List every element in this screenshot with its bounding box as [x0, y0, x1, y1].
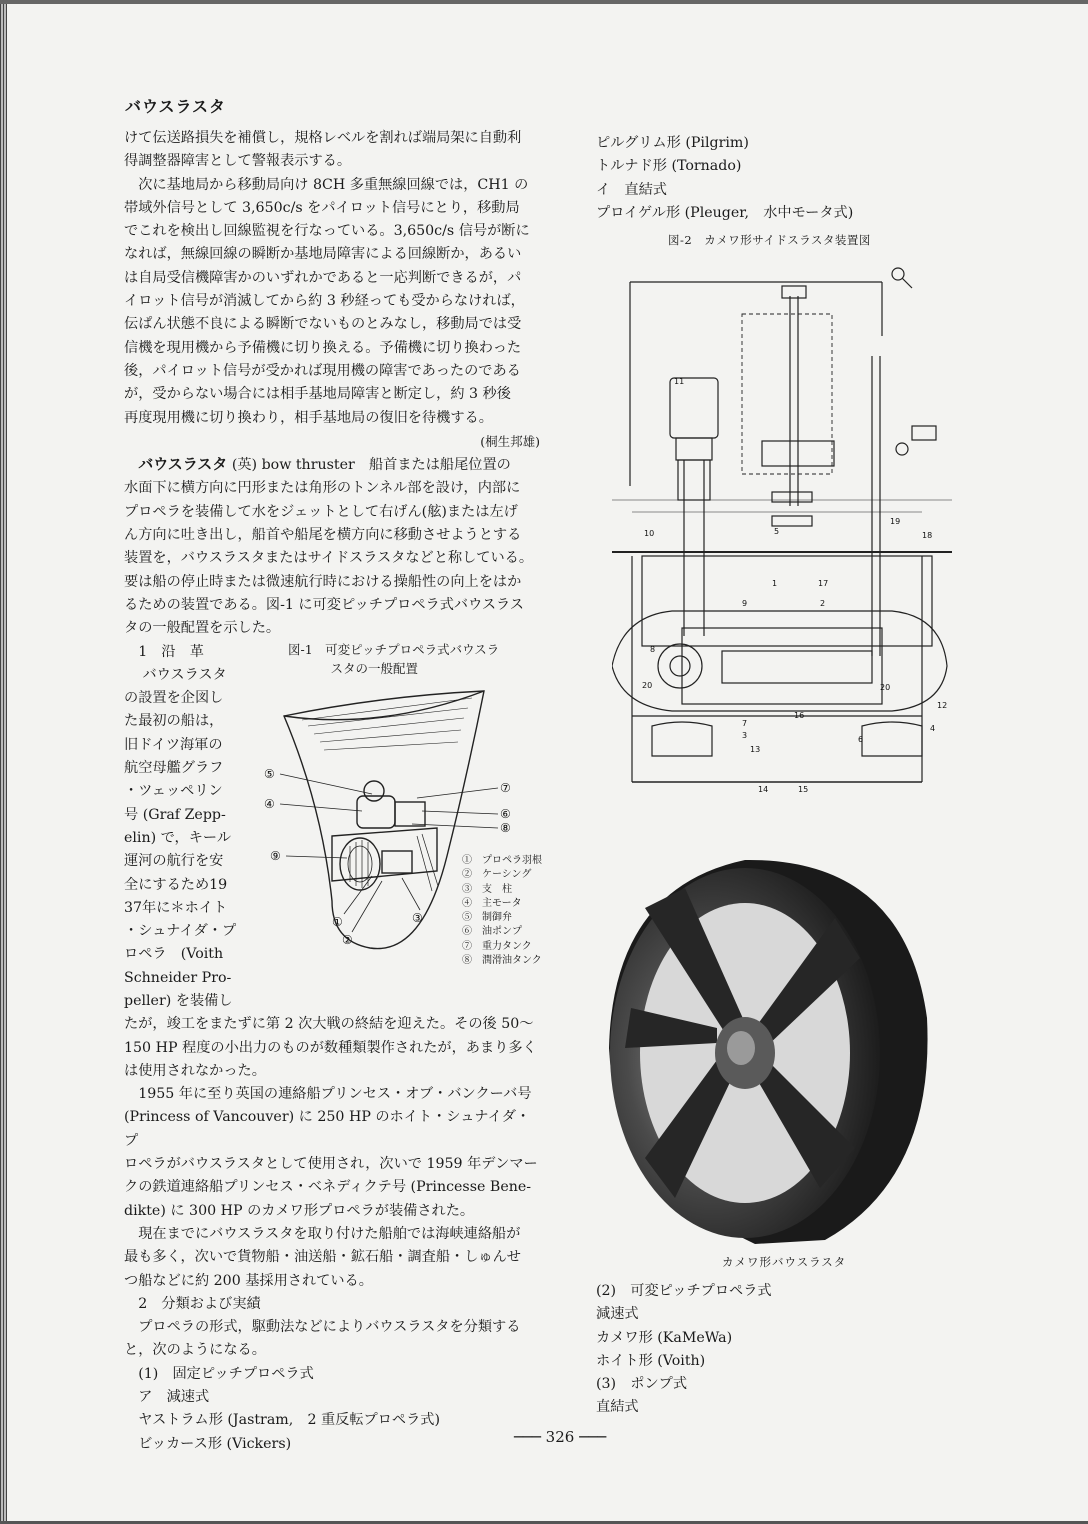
list-item: トルナド形 (Tornado): [596, 158, 742, 175]
text-line: バウスラスタ: [142, 666, 227, 683]
text-line: 信機を現用機から予備機に切り換える。予備機に切り換わった: [124, 339, 522, 356]
text-line: 得調整器障害として警報表示する。: [124, 153, 352, 170]
text-line: 帯域外信号として 3,650c/s をパイロット信号にとり，移動局: [124, 199, 520, 216]
text-line: 号 (Graf Zepp-: [124, 806, 226, 823]
legend-item: ③ 支 柱: [462, 883, 512, 895]
figure-2-drawing: [612, 256, 952, 796]
text-line: dikte) に 300 HP のカメワ形プロペラが装備された。: [124, 1202, 475, 1219]
entry-first-line: (英) bow thruster 船首または船尾位置の: [231, 457, 511, 474]
text-line: プロペラを装備して水をジェットとして右げん(舷)または左げ: [124, 503, 518, 520]
callout-7: ⑦: [500, 781, 511, 795]
list-item: 減速式: [596, 1306, 639, 1323]
section-1-heading: 1 沿 革: [138, 643, 204, 660]
legend-item: ② ケーシング: [462, 869, 532, 881]
scan-binding-edge: [0, 0, 7, 1524]
part-14: 14: [758, 785, 769, 794]
list-item: ビッカース形 (Vickers): [138, 1435, 292, 1452]
photo-caption: カメワ形バウスラスタ: [722, 1255, 847, 1269]
text-line: ロペラがバウスラスタとして使用され，次いで 1959 年デンマー: [124, 1156, 538, 1173]
text-line: 全にするため19: [124, 876, 228, 893]
list-item: ア 減速式: [138, 1389, 210, 1406]
figure-2-caption: 図-2 カメワ形サイドスラスタ装置図: [668, 233, 871, 247]
callout-4: ④: [264, 797, 275, 811]
legend-item: ⑤ 制御弁: [462, 912, 512, 924]
legend-item: ⑧ 潤滑油タンク: [462, 955, 542, 967]
part-9: 9: [742, 599, 748, 608]
part-20-right: 20: [880, 683, 891, 692]
text-line: 最も多く，次いで貨物船・油送船・鉱石船・調査船・しゅんせ: [124, 1249, 521, 1266]
part-6: 6: [858, 735, 864, 744]
running-header: バウスラスタ: [125, 97, 227, 116]
text-line: 航空母艦グラフ: [124, 760, 224, 777]
text-line: 伝ぱん状態不良による瞬断でないものとみなし，移動局では受: [124, 316, 522, 333]
text-line: でこれを検出し回線監視を行なっている。3,650c/s 信号が断に: [124, 223, 530, 240]
list-item: プロイゲル形 (Pleuger, 水中モータ式): [596, 204, 854, 221]
text-line: ・ツェッペリン: [124, 783, 223, 800]
section-2-intro: [124, 1316, 540, 1363]
legend-item: ⑥ 油ポンプ: [462, 926, 522, 938]
para-continued: [124, 127, 540, 174]
list-item: 直結式: [596, 1399, 639, 1416]
section-2-heading: 2 分類および実績: [138, 1295, 261, 1312]
text-line: ・シュナイダ・プ: [124, 923, 237, 940]
text-line: 1955 年に至り英国の連絡船プリンセス・オブ・バンクーバ号: [138, 1086, 532, 1103]
part-4: 4: [930, 724, 936, 733]
section-1-wrapped-text: [124, 664, 266, 1013]
text-line: と，次のようになる。: [124, 1342, 266, 1359]
text-line: は自局受信機障害かのいずれかであると一応判断できるが，パ: [124, 269, 522, 286]
text-line: 要は船の停止時または微速航行時における操船性の向上をはか: [124, 573, 522, 590]
legend-item: ④ 主モータ: [462, 897, 522, 909]
entry-bow-thruster: [124, 453, 540, 640]
text-line: たが，竣工をまたずに第 2 次大戦の終結を迎えた。その後 50〜: [124, 1016, 534, 1033]
part-5: 5: [774, 527, 780, 536]
list-item: (2) 可変ピッチプロペラ式: [596, 1283, 772, 1299]
callout-2: ②: [342, 933, 353, 947]
para-current: [124, 1223, 540, 1293]
list-item: カメワ形 (KaMeWa): [596, 1329, 733, 1346]
text-line: プロペラの形式，駆動法などによりバウスラスタを分類する: [138, 1319, 521, 1336]
text-line: 37年に＊ホイト: [124, 899, 228, 916]
text-line: 現在までにバウスラスタを取り付けた船舶では海峡連絡船が: [138, 1225, 521, 1242]
legend-item: ⑦ 重力タンク: [462, 940, 532, 952]
part-18: 18: [922, 531, 933, 540]
part-15: 15: [798, 785, 809, 794]
text-line: 水面下に横方向に円形または角形のトンネル部を設け，内部に: [124, 480, 521, 497]
text-line: 運河の航行を安: [124, 853, 224, 870]
part-12: 12: [937, 701, 948, 710]
text-line: (Princess of Vancouver) に 250 HP のホイト・シュナイダ・プ: [124, 1109, 531, 1149]
right-column-bottom: [596, 1280, 896, 1420]
text-line: つ船などに約 200 基採用されている。: [124, 1272, 373, 1289]
text-line: るための装置である。図-1 に可変ピッチプロペラ式バウスラス: [124, 596, 524, 613]
part-2: 2: [820, 599, 826, 608]
list-item: ヤストラム形 (Jastram, 2 重反転プロペラ式): [138, 1412, 441, 1429]
author-signature: (桐生邦雄): [480, 433, 540, 449]
right-column-top: [596, 132, 896, 225]
callout-1: ①: [332, 915, 343, 929]
para-1955: [124, 1083, 540, 1223]
part-7: 7: [742, 719, 748, 728]
scan-top-edge: [0, 0, 1088, 4]
callout-6: ⑥: [500, 807, 511, 821]
part-16: 16: [794, 711, 805, 720]
kamewa-thruster-photo: [605, 848, 935, 1246]
text-line: elin) で，キール: [124, 829, 232, 846]
part-17: 17: [818, 579, 829, 588]
part-10: 10: [644, 529, 655, 538]
text-line: ロペラ (Voith: [124, 946, 224, 963]
callout-3: ③: [412, 911, 423, 925]
text-line: 旧ドイツ海軍の: [124, 736, 223, 753]
text-line: 150 HP 程度の小出力のものが数種類製作されたが，あまり多く: [124, 1039, 537, 1056]
figure-1-legend: [462, 854, 542, 968]
entry-term: バウスラスタ: [138, 455, 228, 474]
text-line: 再度現用機に切り換わり，相手基地局の復旧を待機する。: [124, 409, 493, 426]
list-item: (3) ポンプ式: [596, 1376, 688, 1393]
text-line: 後，パイロット信号が受かれば現用機の障害であったのである: [124, 362, 521, 379]
part-11: 11: [674, 377, 685, 386]
list-item: ピルグリム形 (Pilgrim): [596, 135, 749, 151]
list-item: ホイト形 (Voith): [596, 1352, 706, 1369]
text-line: クの鉄道連絡船プリンセス・ベネディクテ号 (Princesse Bene-: [124, 1179, 532, 1196]
list-item: (1) 固定ピッチプロペラ式: [138, 1365, 314, 1382]
text-line: イロット信号が消滅してから約 3 秒経っても受からなければ，: [124, 293, 525, 310]
part-19: 19: [890, 517, 901, 526]
part-1: 1: [772, 579, 778, 588]
part-8: 8: [650, 645, 656, 654]
text-line: なれば，無線回線の瞬断か基地局障害による回線断か，あるい: [124, 246, 522, 263]
text-line: peller) を装備し: [124, 992, 233, 1009]
text-line: の設置を企図し: [124, 690, 224, 707]
text-line: が，受からない場合には相手基地局障害と断定し，約 3 秒後: [124, 386, 511, 403]
text-line: タの一般配置を示した。: [124, 620, 281, 637]
page-number: ─── 326 ───: [513, 1428, 607, 1446]
part-20-left: 20: [642, 681, 653, 690]
callout-9: ⑨: [270, 849, 281, 863]
text-line: ん方向に吐き出し，船首や船尾を横方向に移動させようとする: [124, 527, 522, 544]
classification-list: [124, 1363, 540, 1456]
text-line: Schneider Pro-: [124, 969, 232, 986]
part-3: 3: [742, 731, 748, 740]
para-pilot-signal: [124, 174, 540, 430]
legend-item: ① プロペラ羽根: [462, 855, 542, 866]
figure-1-caption: 図-1 可変ピッチプロペラ式バウスラ スタの一般配置: [288, 642, 500, 676]
part-13: 13: [750, 745, 761, 754]
callout-5: ⑤: [264, 767, 275, 781]
text-line: 次に基地局から移動局向け 8CH 多重無線回線では，CH1 の: [138, 176, 529, 193]
text-line: た最初の船は，: [124, 713, 224, 730]
text-line: 装置を，バウスラスタまたはサイドスラスタなどと称している。: [124, 550, 534, 567]
text-line: けて伝送路損失を補償し，規格レベルを割れば端局架に自動利: [124, 130, 522, 146]
callout-8: ⑧: [500, 821, 511, 835]
text-line: は使用されなかった。: [124, 1062, 266, 1079]
section-1-continued: [124, 1013, 540, 1083]
list-item: イ 直結式: [596, 181, 667, 198]
